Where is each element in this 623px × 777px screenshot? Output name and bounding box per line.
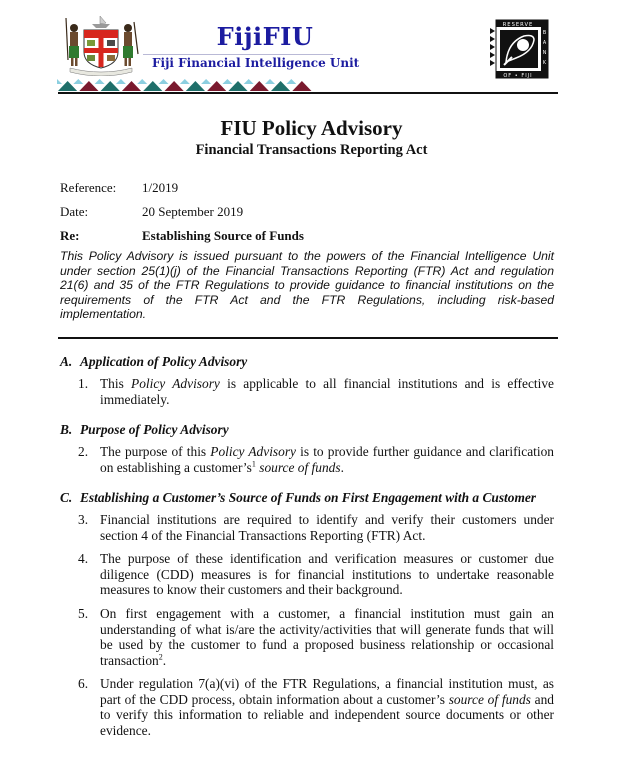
fiji-coat-of-arms-icon: [62, 14, 140, 76]
section-title: Purpose of Policy Advisory: [80, 422, 229, 437]
section-title: Establishing a Customer’s Source of Funds on First Engagement with a Customer: [80, 490, 537, 505]
zigzag-triangle: [143, 81, 162, 91]
paragraph-text: .: [162, 652, 167, 668]
section-b-heading: [60, 422, 229, 438]
paragraph-text: and to verify this information to reliable and independent source documents or other evidence.: [100, 691, 554, 738]
section-letter: A.: [60, 354, 73, 369]
paragraph-number: 4.: [78, 551, 89, 566]
zigzag-triangle: [292, 81, 311, 91]
paragraph-6: [78, 676, 554, 738]
zigzag-small-triangle: [57, 79, 62, 84]
paragraph-text: On first engagement with a customer, a financial institution must gain an understanding of what is/are the activity/activities that will generate funds that will be used by the customer to fund a proposed business relationship or occasional transaction: [100, 606, 554, 668]
zigzag-triangle: [101, 81, 120, 91]
paragraph-text: is applicable to all financial institutions and is effective immediately.: [100, 376, 554, 407]
svg-text:A: A: [542, 41, 547, 46]
svg-text:K: K: [542, 61, 547, 66]
paragraph-2: [78, 444, 554, 475]
zigzag-triangle: [271, 81, 290, 91]
intro-paragraph: This Policy Advisory is issued pursuant to the powers of the Financial Intelligence Unit under section 25(1)(j) of the Financial Transactions Reporting (FTR) Act and regulation 21(6) and 35 of the FTR Regulations to provide guidance to financial institutions on the requirements of the FTR Act and the FTR Regulations, including risk-based implementation.: [60, 249, 554, 322]
date-label: Date:: [60, 204, 89, 219]
zigzag-triangle: [186, 81, 205, 91]
zigzag-small-triangle: [265, 79, 275, 84]
zigzag-small-triangle: [222, 79, 232, 84]
paragraph-3: [78, 512, 554, 543]
date-value: 20 September 2019: [142, 204, 244, 219]
zigzag-triangle: [250, 81, 269, 91]
logo-subtitle: Fiji Financial Intelligence Unit: [152, 56, 360, 70]
zigzag-small-triangle: [244, 79, 254, 84]
document-title: FIU Policy Advisory: [220, 116, 403, 140]
paragraph-emphasis: source of funds: [448, 691, 531, 707]
svg-text:N: N: [542, 51, 547, 56]
svg-text:B: B: [542, 31, 547, 36]
zigzag-small-triangle: [116, 79, 126, 84]
paragraph-emphasis: source of funds: [259, 459, 341, 475]
logo-title: FijiFIU: [216, 22, 314, 51]
paragraph-number: 1.: [78, 376, 89, 391]
reference-label: Reference:: [60, 180, 117, 195]
paragraph-5: [78, 606, 554, 668]
logo-rule: [143, 54, 333, 55]
zigzag-triangle: [122, 81, 141, 91]
paragraph-text: is to provide further guidance and clarification on establishing a customer’s: [100, 444, 554, 475]
section-title: Application of Policy Advisory: [80, 354, 248, 369]
paragraph-number: 2.: [78, 444, 89, 459]
zigzag-small-triangle: [286, 79, 296, 84]
section-a-heading: [60, 354, 247, 370]
zigzag-triangle: [207, 81, 226, 91]
svg-text:RESERVE: RESERVE: [502, 21, 534, 28]
paragraph-4: [78, 551, 554, 598]
re-value: Establishing Source of Funds: [142, 228, 304, 243]
zigzag-triangle: [79, 81, 98, 91]
paragraph-text: .: [340, 459, 344, 475]
zigzag-small-triangle: [159, 79, 169, 84]
paragraph-emphasis: Policy Advisory: [210, 444, 296, 459]
paragraph-number: 3.: [78, 512, 89, 527]
re-label: Re:: [60, 228, 80, 243]
zigzag-triangle: [228, 81, 247, 91]
zigzag-band-decoration: [57, 77, 313, 91]
section-letter: B.: [60, 422, 73, 437]
paragraph-text: The purpose of this: [100, 444, 211, 459]
document-subtitle: Financial Transactions Reporting Act: [195, 142, 428, 158]
paragraph-1: [78, 376, 554, 407]
footnote-marker: 2: [158, 652, 163, 662]
paragraph-text: This: [100, 376, 132, 391]
zigzag-small-triangle: [201, 79, 211, 84]
paragraph-number: 6.: [78, 676, 89, 691]
zigzag-triangle: [165, 81, 184, 91]
paragraph-number: 5.: [78, 606, 89, 621]
section-c-heading: [60, 490, 536, 506]
intro-divider: [58, 337, 558, 339]
zigzag-triangle: [58, 81, 77, 91]
zigzag-small-triangle: [73, 79, 83, 84]
paragraph-text: Under regulation 7(a)(vi) of the FTR Regulations, a financial institution must, as part of the CDD process, obtain information about a customer’s: [100, 676, 554, 707]
footnote-marker: 1: [251, 459, 256, 469]
header-divider: [58, 92, 558, 94]
reference-value: 1/2019: [142, 180, 179, 195]
zigzag-small-triangle: [95, 79, 105, 84]
svg-text:OF • FIJI: OF • FIJI: [503, 72, 533, 79]
paragraph-emphasis: Policy Advisory: [131, 376, 220, 391]
paragraph-text: The purpose of these identification and verification measures or customer due diligence (CDD) measures is for financial institutions to undertake reasonable measures to know their customers and their background.: [100, 551, 554, 598]
zigzag-small-triangle: [137, 79, 147, 84]
zigzag-small-triangle: [180, 79, 190, 84]
reserve-bank-of-fiji-seal-icon: [490, 18, 554, 80]
paragraph-text: Financial institutions are required to identify and verify their customers under section 4 of the Financial Transactions Reporting (FTR) Act.: [100, 512, 554, 543]
section-letter: C.: [60, 490, 73, 505]
